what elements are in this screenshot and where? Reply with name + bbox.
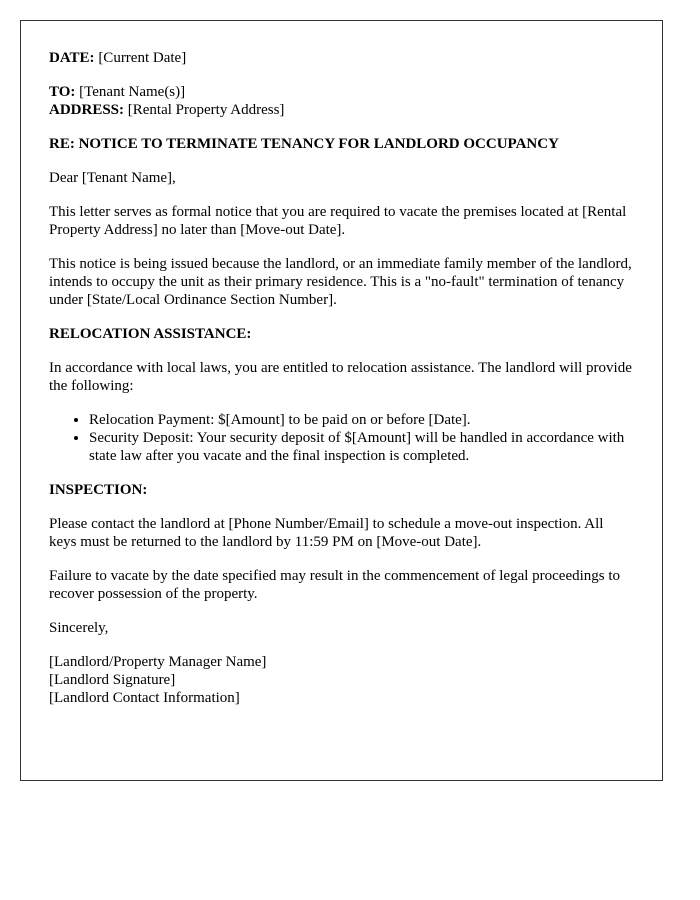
address-label: ADDRESS: bbox=[49, 102, 125, 118]
relocation-list bbox=[49, 411, 634, 465]
subject-heading: RE: NOTICE TO TERMINATE TENANCY FOR LANDLORD OCCUPANCY bbox=[49, 136, 559, 152]
notice-paragraph: This letter serves as formal notice that you are required to vacate the premises located at [Rental Property Address] no later than [Move-out Date]. bbox=[49, 204, 627, 238]
to-value: [Tenant Name(s)] bbox=[79, 84, 186, 100]
date-label: DATE: bbox=[49, 50, 95, 66]
reason-paragraph: This notice is being issued because the landlord, or an immediate family member of the landlord, intends to occupy the unit as their primary residence. This is a "no-fault" termination of tenancy under [State/Local Ordinance Section Number]. bbox=[49, 256, 632, 308]
signer-contact: [Landlord Contact Information] bbox=[49, 690, 240, 706]
signer-name: [Landlord/Property Manager Name] bbox=[49, 654, 267, 670]
letter-document bbox=[20, 20, 663, 781]
date-value: [Current Date] bbox=[98, 50, 187, 66]
to-label: TO: bbox=[49, 84, 76, 100]
recipient-block bbox=[49, 83, 634, 119]
inspection-heading: INSPECTION: bbox=[49, 482, 148, 498]
address-value: [Rental Property Address] bbox=[127, 102, 285, 118]
list-item: • Security Deposit: Your security deposit of $[Amount] will be handled in accordance with state law after you vacate and the final inspection is completed. bbox=[89, 429, 634, 465]
closing: Sincerely, bbox=[49, 620, 109, 636]
date-line bbox=[49, 49, 634, 67]
signer-signature: [Landlord Signature] bbox=[49, 672, 176, 688]
inspection-paragraph: Please contact the landlord at [Phone Number/Email] to schedule a move-out inspection. All keys must be returned to the landlord by 11:59 PM on [Move-out Date]. bbox=[49, 516, 604, 550]
warning-paragraph: Failure to vacate by the date specified may result in the commencement of legal proceedings to recover possession of the property. bbox=[49, 568, 621, 602]
salutation: Dear [Tenant Name], bbox=[49, 170, 176, 186]
relocation-intro: In accordance with local laws, you are entitled to relocation assistance. The landlord will provide the following: bbox=[49, 360, 632, 394]
signature-block bbox=[49, 653, 634, 707]
list-item: • Relocation Payment: $[Amount] to be paid on or before [Date]. bbox=[89, 411, 634, 429]
relocation-heading: RELOCATION ASSISTANCE: bbox=[49, 326, 252, 342]
